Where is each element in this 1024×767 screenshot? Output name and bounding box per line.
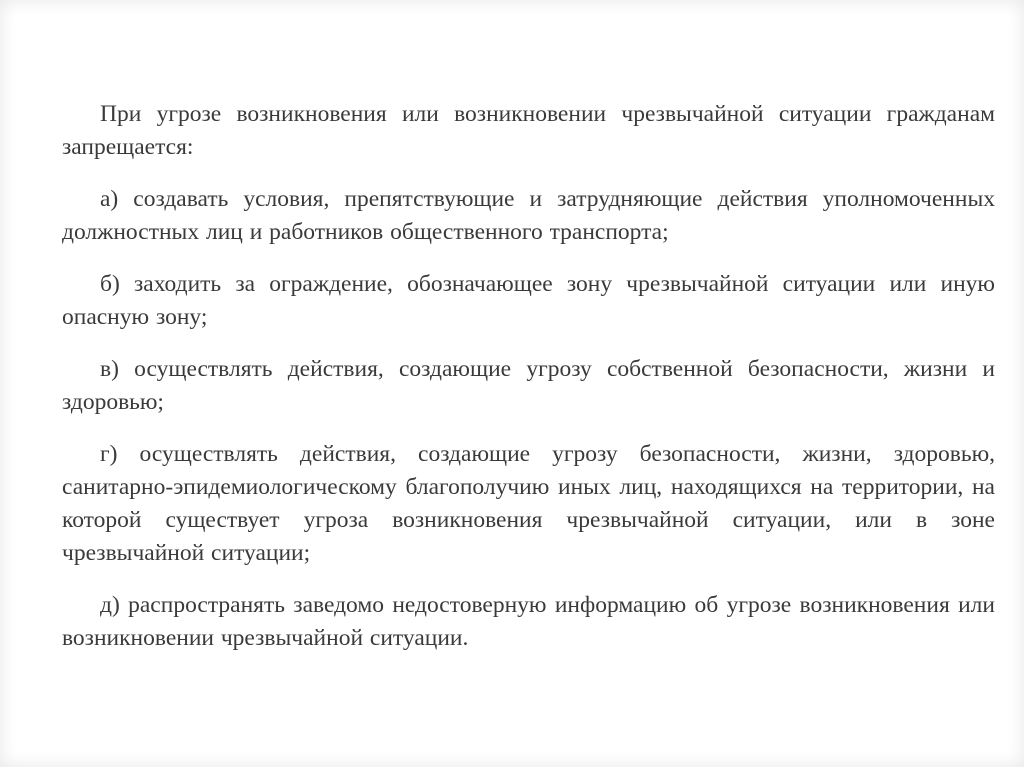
item-b-paragraph: б) заходить за ограждение, обозначающее зону чрезвычайной ситуации или иную опасную зону; bbox=[62, 271, 995, 330]
intro-paragraph: При угрозе возникновения или возникновении чрезвычайной ситуации гражданам запрещается: bbox=[62, 101, 995, 160]
item-d-paragraph: д) распространять заведомо недостоверную информацию об угрозе возникновения или возникновении чрезвычайной ситуации. bbox=[62, 592, 995, 651]
item-g-paragraph: г) осуществлять действия, создающие угрозу безопасности, жизни, здоровью, санитарно-эпидемиологическому благополучию иных лиц, находящихся на территории, на которой существует угроза возникновения чрезвычайной ситуации, или в зоне чрезвычайной ситуации; bbox=[62, 441, 995, 566]
item-a-paragraph: а) создавать условия, препятствующие и затрудняющие действия уполномоченных должностных лиц и работников общественного транспорта; bbox=[62, 186, 995, 245]
item-v-paragraph: в) осуществлять действия, создающие угрозу собственной безопасности, жизни и здоровью; bbox=[62, 356, 995, 415]
document-body bbox=[62, 98, 995, 655]
